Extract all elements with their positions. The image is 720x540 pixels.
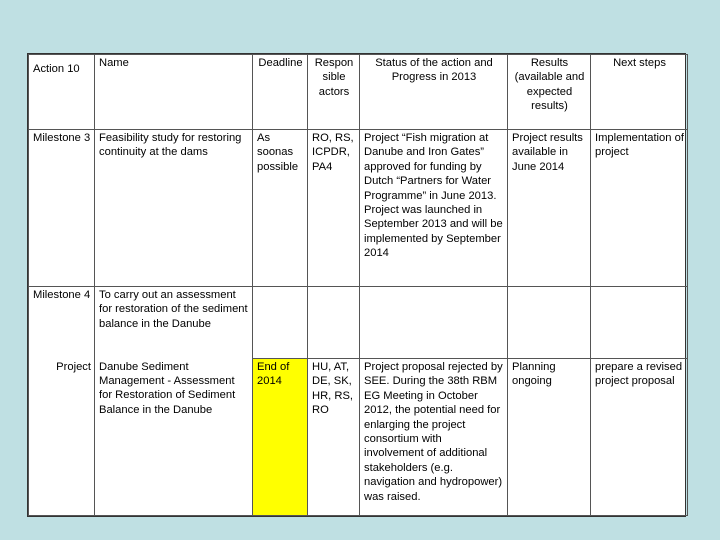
action-table bbox=[28, 54, 688, 516]
row-deadline: As soonas possible bbox=[253, 130, 308, 287]
header-results: Results (available and expected results) bbox=[508, 55, 591, 130]
table-row bbox=[29, 359, 688, 516]
header-next-steps: Next steps bbox=[591, 55, 688, 130]
row-status: Project proposal rejected by SEE. During the 38th RBM EG Meeting in October 2012, the potential need for enlarging the project consortium with involvement of additional stakeholders (e.g. navigation and hydropower) was raised. bbox=[360, 359, 508, 516]
row-results: Project results available in June 2014 bbox=[508, 130, 591, 287]
row-deadline-highlighted: End of 2014 bbox=[253, 359, 308, 516]
row-actors bbox=[308, 287, 360, 359]
row-results bbox=[508, 287, 591, 359]
row-next-steps bbox=[591, 287, 688, 359]
row-status bbox=[360, 287, 508, 359]
row-name: To carry out an assessment for restoration of the sediment balance in the Danube bbox=[95, 287, 253, 359]
header-row bbox=[29, 55, 688, 130]
row-label: Milestone 3 bbox=[29, 130, 95, 287]
row-deadline bbox=[253, 287, 308, 359]
header-name: Name bbox=[95, 55, 253, 130]
row-label: Milestone 4 bbox=[29, 287, 95, 359]
row-actors: RO, RS, ICPDR, PA4 bbox=[308, 130, 360, 287]
action-table-container bbox=[27, 53, 686, 517]
row-results: Planning ongoing bbox=[508, 359, 591, 516]
row-actors: HU, AT, DE, SK, HR, RS, RO bbox=[308, 359, 360, 516]
row-next-steps: prepare a revised project proposal bbox=[591, 359, 688, 516]
table-row bbox=[29, 130, 688, 287]
header-deadline: Deadline bbox=[253, 55, 308, 130]
table-row bbox=[29, 287, 688, 359]
row-name: Danube Sediment Management - Assessment for Restoration of Sediment Balance in the Danube bbox=[95, 359, 253, 516]
header-actors: Responsible actors bbox=[308, 55, 360, 130]
header-status: Status of the action and Progress in 2013 bbox=[360, 55, 508, 130]
row-status: Project “Fish migration at Danube and Iron Gates” approved for funding by Dutch “Partners for Water Programme” in June 2013. Project was launched in September 2013 and will be implemented by September 2014 bbox=[360, 130, 508, 287]
header-action: Action 10 bbox=[29, 55, 95, 130]
row-name: Feasibility study for restoring continuity at the dams bbox=[95, 130, 253, 287]
row-next-steps: Implementation of project bbox=[591, 130, 688, 287]
row-label: Project bbox=[29, 359, 95, 516]
